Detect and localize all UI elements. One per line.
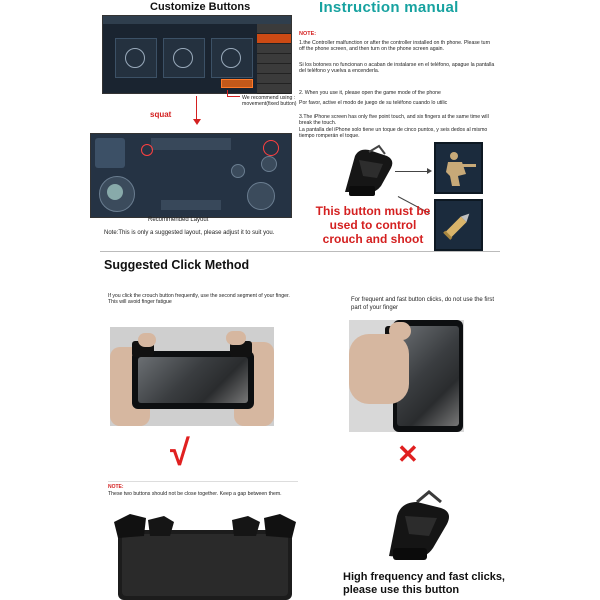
correct-grip-photo [110, 327, 274, 426]
crouch-shoot-callout: This button must be used to control crouch and shoot [315, 204, 431, 246]
controller-phone-case-image [108, 508, 298, 600]
customize-screenshot [102, 15, 292, 94]
manual-item2-en: 2. When you use it, please open the game mode of the phone [299, 90, 441, 96]
recommended-layout-screenshot [90, 133, 292, 218]
bottom-note-label: NOTE: [108, 484, 124, 490]
fixed-button-highlight [221, 79, 253, 88]
layout-note: Note:This is only a suggested layout, please adjust it to suit you. [104, 230, 275, 236]
customize-buttons-title: Customize Buttons [150, 1, 251, 13]
squat-label: squat [150, 110, 172, 119]
manual-item3-es: La pantalla del iPhone solo tiene un toque de cinco puntos, y seis dedos al mismo tiempo romperán el toque. [299, 127, 488, 140]
layout-caption: Recommended Layout [148, 217, 209, 223]
manual-item1-es: Si los botones no funcionan o acaban de instalarse en el teléfono, apague la pantalla del teléfono y vuelva a encenderla. [299, 62, 495, 75]
manual-item3-en: 3.The iPhone screen has only five point touch, and six fingers at the same time will break the touch. [299, 114, 489, 127]
click-method-title: Suggested Click Method [104, 258, 250, 272]
manual-note-label: NOTE: [299, 31, 317, 37]
section-divider [100, 251, 500, 252]
wrong-grip-photo [349, 320, 464, 432]
high-frequency-callout: High frequency and fast clicks, please use this button [343, 571, 505, 596]
recommend-text: We recommend using : movement(fixed button) [242, 95, 297, 108]
click-method-left-text: If you click the crouch button frequently, use the second segment of your finger. This will avoid finger fatigue [108, 293, 290, 306]
instruction-manual-title: Instruction manual [319, 0, 459, 16]
crouching-soldier-icon [434, 142, 483, 194]
manual-item1-en: 1.the Controller malfunction or after the controller installed on th phone. Please turn off the phone screen, and then turn on the phone screen again. [299, 40, 491, 53]
cross-mark-icon: ✕ [397, 439, 419, 469]
bullet-icon [434, 199, 483, 251]
high-frequency-trigger-image [375, 490, 467, 566]
bottom-note-text: These two buttons should not be close together. Keep a gap between them. [108, 491, 282, 497]
click-method-right-text: For frequent and fast button clicks, do not use the first part of your finger [351, 297, 495, 311]
check-mark-icon: √ [170, 432, 190, 473]
manual-item2-es: Por favor, active el modo de juego de su teléfono cuando lo utilic [299, 100, 448, 106]
trigger-button-image [335, 142, 407, 204]
